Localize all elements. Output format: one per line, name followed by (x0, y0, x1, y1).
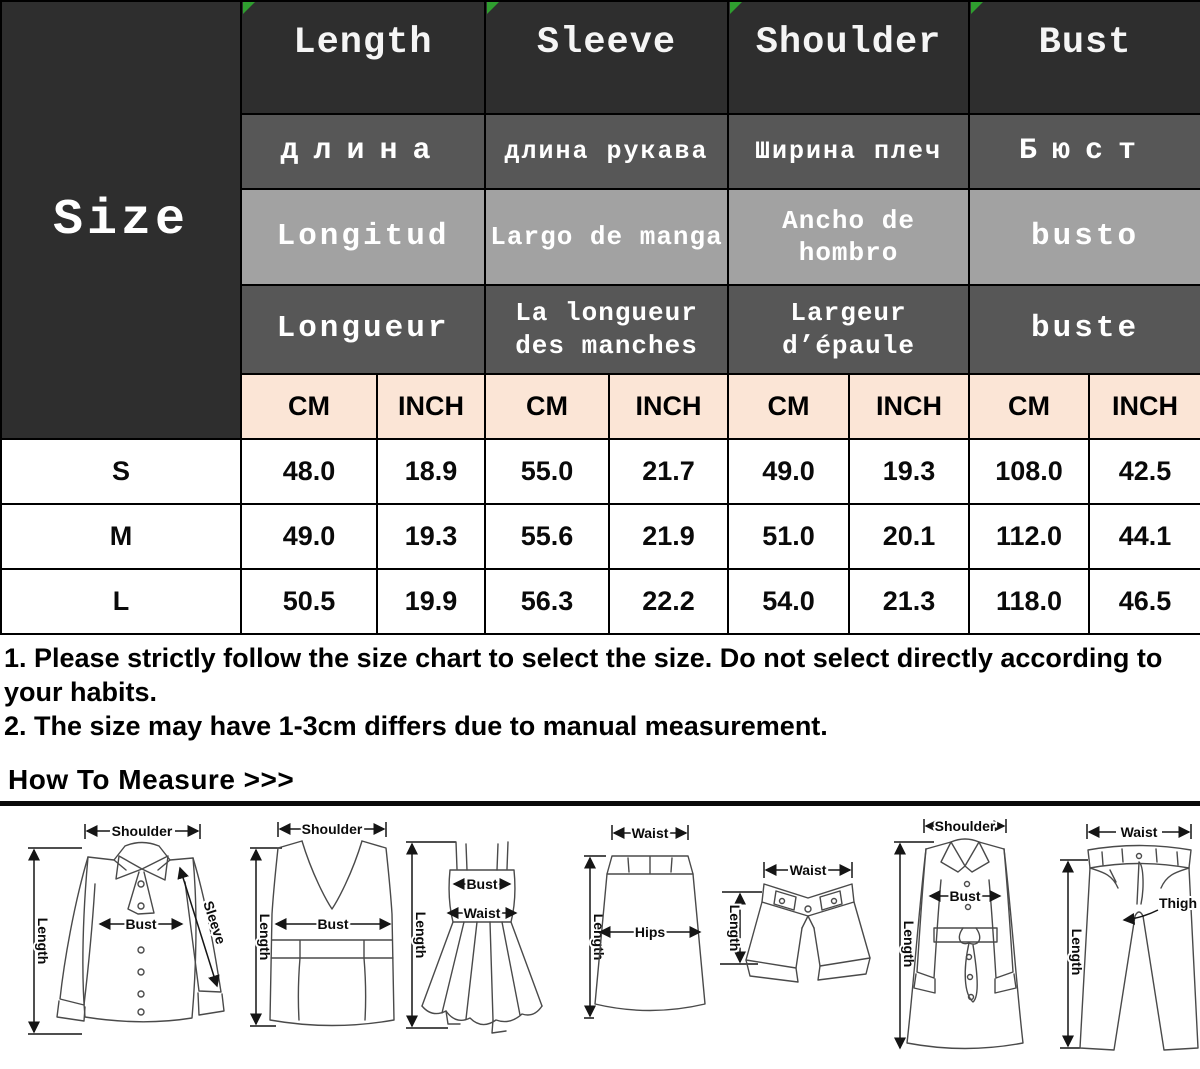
green-corner-marker-icon (243, 2, 255, 14)
trench-coat-sketch (878, 812, 1040, 1064)
cell: 44.1 (1089, 504, 1200, 569)
shoulder-label: Shoulder (934, 818, 996, 834)
unit-cm: CM (728, 374, 849, 439)
sleeve-label: Sleeve (200, 898, 230, 947)
es-bust: busto (969, 189, 1200, 285)
size-s: S (1, 439, 241, 504)
fr-bust: buste (969, 285, 1200, 374)
fr-length: Longueur (241, 285, 485, 374)
cell: 54.0 (728, 569, 849, 634)
cell: 20.1 (849, 504, 969, 569)
length-label: Length (591, 913, 607, 961)
shoulder-label: Shoulder (111, 823, 173, 839)
cell: 51.0 (728, 504, 849, 569)
length-label: Length (35, 917, 51, 965)
length-label: Length (257, 913, 273, 961)
ru-length: длина (241, 114, 485, 189)
fr-sleeve: La longueur des manches (485, 285, 728, 374)
unit-inch: INCH (609, 374, 728, 439)
cell: 118.0 (969, 569, 1089, 634)
cell: 108.0 (969, 439, 1089, 504)
shorts-sketch (712, 812, 882, 1064)
fr-shoulder: Largeur d’épaule (728, 285, 969, 374)
unit-inch: INCH (377, 374, 485, 439)
how-to-measure-title: How To Measure >>> (8, 764, 295, 795)
unit-inch: INCH (1089, 374, 1200, 439)
pants-sketch (1040, 812, 1200, 1064)
bust-label: Bust (466, 876, 498, 892)
cell: 49.0 (728, 439, 849, 504)
cell: 18.9 (377, 439, 485, 504)
waist-label: Waist (789, 862, 827, 878)
cell: 21.7 (609, 439, 728, 504)
length-label: Length (727, 904, 743, 952)
size-l: L (1, 569, 241, 634)
cell: 49.0 (241, 504, 377, 569)
es-length: Longitud (241, 189, 485, 285)
col-header-bust: Bust (969, 1, 1200, 114)
cell: 42.5 (1089, 439, 1200, 504)
bust-label: Bust (317, 916, 349, 932)
length-label: Length (413, 911, 429, 959)
shoulder-label: Shoulder (301, 821, 363, 837)
table-row (1, 439, 1200, 504)
waist-label: Waist (463, 905, 501, 921)
tank-top-sketch (240, 812, 395, 1064)
skirt-sketch (572, 812, 712, 1064)
blouse-sketch (22, 812, 234, 1064)
measure-figures (0, 812, 1200, 1069)
bust-label: Bust (949, 888, 981, 904)
slip-dress-sketch (398, 812, 565, 1064)
es-sleeve: Largo de manga (485, 189, 728, 285)
hips-label: Hips (634, 924, 666, 940)
length-label: Length (1069, 928, 1085, 976)
cell: 55.0 (485, 439, 609, 504)
table-row (1, 504, 1200, 569)
thigh-label: Thigh (1158, 895, 1198, 911)
cell: 55.6 (485, 504, 609, 569)
bust-label: Bust (125, 916, 157, 932)
ru-sleeve: длина рукава (485, 114, 728, 189)
cell: 19.9 (377, 569, 485, 634)
col-header-shoulder: Shoulder (728, 1, 969, 114)
unit-cm: CM (485, 374, 609, 439)
unit-cm: CM (969, 374, 1089, 439)
green-corner-marker-icon (487, 2, 499, 14)
size-notes (4, 641, 1196, 743)
cell: 21.3 (849, 569, 969, 634)
size-header-cell: Size (1, 1, 241, 439)
col-header-sleeve: Sleeve (485, 1, 728, 114)
cell: 22.2 (609, 569, 728, 634)
note-1: 1. Please strictly follow the size chart to select the size. Do not select directly according to your habits. (4, 643, 1163, 707)
cell: 112.0 (969, 504, 1089, 569)
cell: 46.5 (1089, 569, 1200, 634)
note-2: 2. The size may have 1-3cm differs due to manual measurement. (4, 711, 828, 741)
col-header-length: Length (241, 1, 485, 114)
ru-bust: Бюст (969, 114, 1200, 189)
waist-label: Waist (631, 825, 669, 841)
waist-label: Waist (1120, 824, 1158, 840)
unit-cm: CM (241, 374, 377, 439)
cell: 50.5 (241, 569, 377, 634)
cell: 56.3 (485, 569, 609, 634)
table-row (1, 569, 1200, 634)
es-shoulder: Ancho de hombro (728, 189, 969, 285)
length-label: Length (901, 920, 917, 968)
ru-shoulder: Ширина плеч (728, 114, 969, 189)
cell: 48.0 (241, 439, 377, 504)
cell: 21.9 (609, 504, 728, 569)
green-corner-marker-icon (971, 2, 983, 14)
cell: 19.3 (849, 439, 969, 504)
green-corner-marker-icon (730, 2, 742, 14)
unit-inch: INCH (849, 374, 969, 439)
divider-rule (0, 801, 1200, 806)
cell: 19.3 (377, 504, 485, 569)
size-m: M (1, 504, 241, 569)
